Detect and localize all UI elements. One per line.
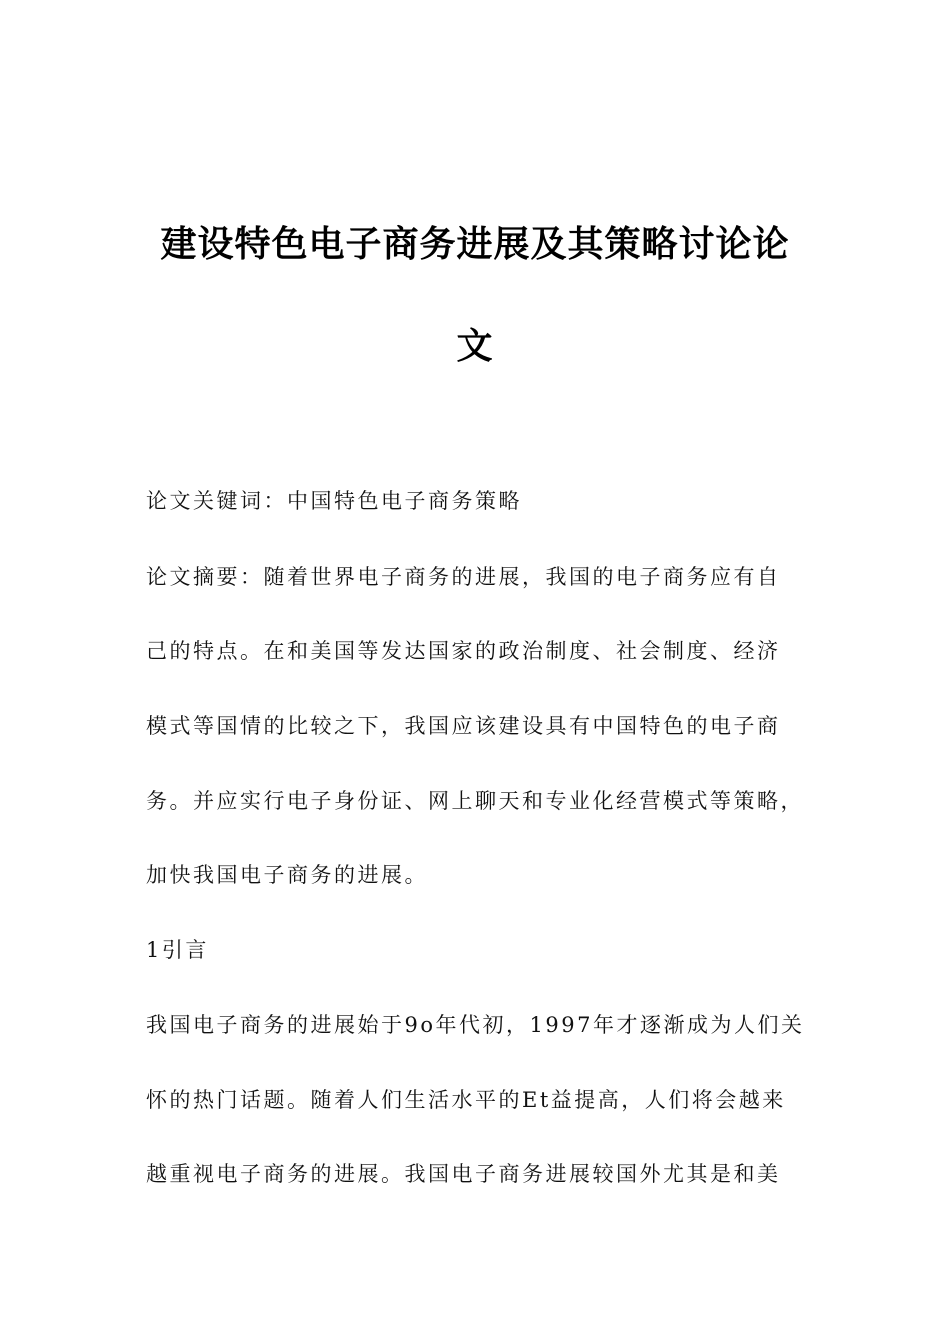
keywords-line: 论文关键词：中国特色电子商务策略 xyxy=(146,489,522,513)
paragraph-line-2: 怀的热门话题。随着人们生活水平的Et益提高，人们将会越来 xyxy=(146,1088,786,1112)
paragraph-line-3: 越重视电子商务的进展。我国电子商务进展较国外尤其是和美 xyxy=(146,1162,781,1186)
section-heading-introduction: 1引言 xyxy=(146,938,209,962)
abstract-line-4: 务。并应实行电子身份证、网上聊天和专业化经营模式等策略， xyxy=(146,789,804,813)
abstract-line-5: 加快我国电子商务的进展。 xyxy=(146,863,428,887)
paragraph-line-1: 我国电子商务的进展始于9o年代初，1997年才逐渐成为人们关 xyxy=(146,1013,805,1037)
abstract-line-3: 模式等国情的比较之下，我国应该建设具有中国特色的电子商 xyxy=(146,714,781,738)
document-title-line-2: 文 xyxy=(456,326,494,367)
abstract-line-1: 论文摘要：随着世界电子商务的进展，我国的电子商务应有自 xyxy=(146,565,781,589)
document-title-line-1: 建设特色电子商务进展及其策略讨论论 xyxy=(160,224,790,265)
abstract-line-2: 己的特点。在和美国等发达国家的政治制度、社会制度、经济 xyxy=(146,639,781,663)
